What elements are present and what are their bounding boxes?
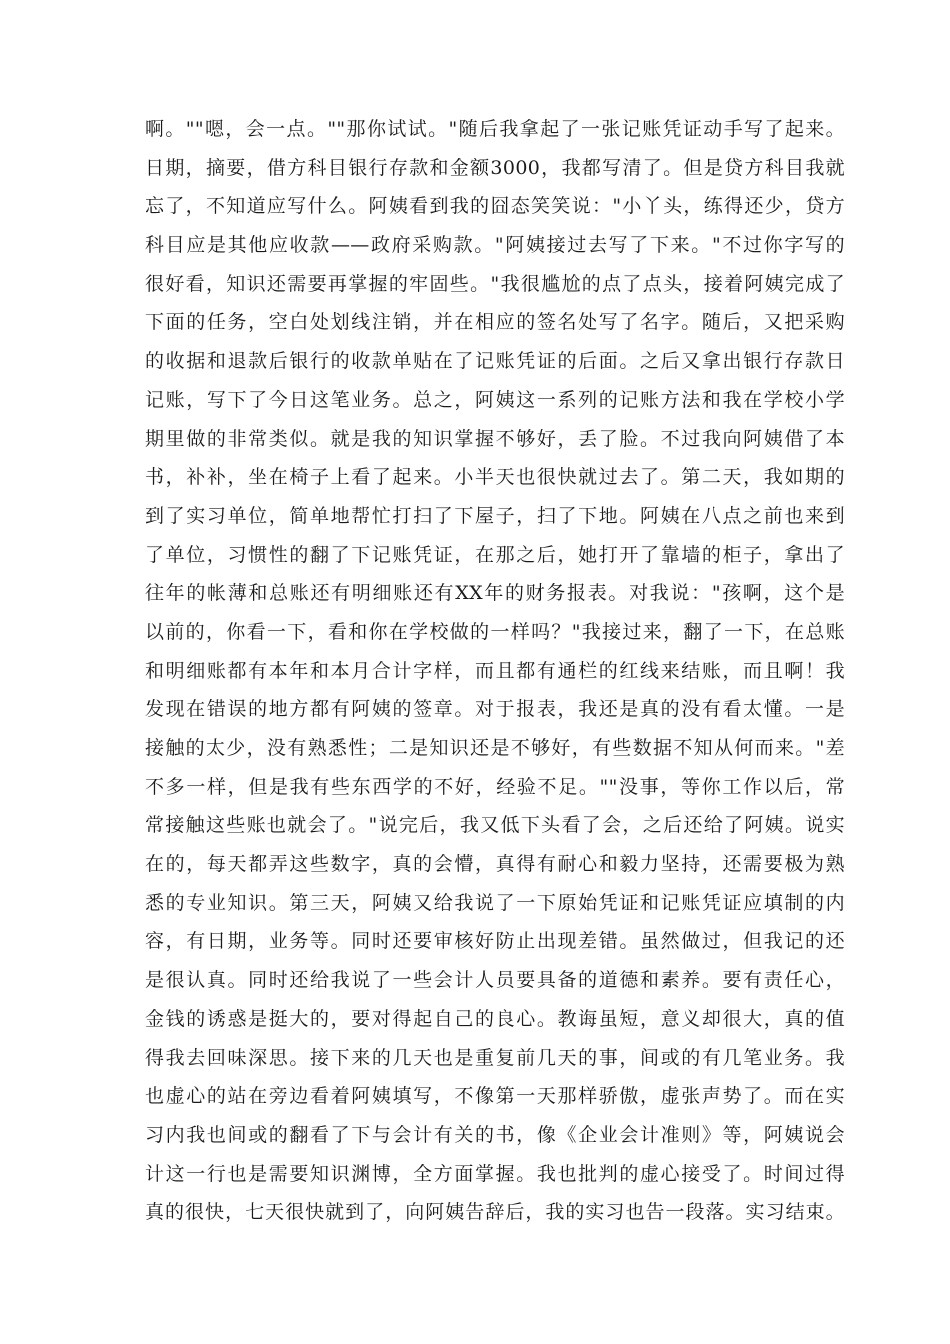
text-line: 的收据和退款后银行的收款单贴在了记账凭证的后面。之后又拿出银行存款日 xyxy=(145,350,845,373)
text-line: 以前的，你看一下，看和你在学校做的一样吗？"我接过来，翻了一下，在总账 xyxy=(145,620,845,643)
text-line: 也虚心的站在旁边看着阿姨填写，不像第一天那样骄傲，虚张声势了。而在实 xyxy=(145,1085,845,1108)
text-line: 悉的专业知识。第三天，阿姨又给我说了一下原始凭证和记账凭证应填制的内 xyxy=(145,891,845,914)
text-line: 忘了，不知道应写什么。阿姨看到我的囧态笑笑说："小丫头，练得还少，贷方 xyxy=(145,195,845,218)
text-line: 得我去回味深思。接下来的几天也是重复前几天的事，间或的有几笔业务。我 xyxy=(145,1046,845,1069)
text-line: 计这一行也是需要知识渊博，全方面掌握。我也批判的虚心接受了。时间过得 xyxy=(145,1162,845,1185)
text-line: 到了实习单位，简单地帮忙打扫了下屋子，扫了下地。阿姨在八点之前也来到 xyxy=(145,504,845,527)
text-line: 下面的任务，空白处划线注销，并在相应的签名处写了名字。随后，又把采购 xyxy=(145,311,845,334)
text-line: 记账，写下了今日这笔业务。总之，阿姨这一系列的记账方法和我在学校小学 xyxy=(145,388,845,411)
text-line: 期里做的非常类似。就是我的知识掌握不够好，丢了脸。不过我向阿姨借了本 xyxy=(145,427,845,450)
text-line: 发现在错误的地方都有阿姨的签章。对于报表，我还是真的没有看太懂。一是 xyxy=(145,698,845,721)
text-line: 啊。""嗯，会一点。""那你试试。"随后我拿起了一张记账凭证动手写了起来。 xyxy=(145,118,845,140)
text-line: 金钱的诱惑是挺大的，要对得起自己的良心。教诲虽短，意义却很大，真的值 xyxy=(145,1007,845,1030)
text-line: 接触的太少，没有熟悉性；二是知识还是不够好，有些数据不知从何而来。"差 xyxy=(145,737,845,759)
text-line: 真的很快，七天很快就到了，向阿姨告辞后，我的实习也告一段落。实习结束。 xyxy=(145,1201,845,1224)
text-line: 往年的帐薄和总账还有明细账还有XX年的财务报表。对我说："孩啊，这个是 xyxy=(145,582,845,605)
text-line: 常接触这些账也就会了。"说完后，我又低下头看了会，之后还给了阿姨。说实 xyxy=(145,814,845,837)
text-line: 日期，摘要，借方科目银行存款和金额3000，我都写清了。但是贷方科目我就 xyxy=(145,156,845,179)
text-line: 很好看，知识还需要再掌握的牢固些。"我很尴尬的点了点头，接着阿姨完成了 xyxy=(145,272,845,295)
text-line: 是很认真。同时还给我说了一些会计人员要具备的道德和素养。要有责任心， xyxy=(145,969,845,992)
text-line: 了单位，习惯性的翻了下记账凭证，在那之后，她打开了靠墙的柜子，拿出了 xyxy=(145,543,845,566)
text-line: 习内我也间或的翻看了下与会计有关的书，像《企业会计准则》等，阿姨说会 xyxy=(145,1123,845,1146)
body-text xyxy=(145,110,845,1232)
text-line: 和明细账都有本年和本月合计字样，而且都有通栏的红线来结账，而且啊！我 xyxy=(145,659,845,682)
text-line: 书，补补，坐在椅子上看了起来。小半天也很快就过去了。第二天，我如期的 xyxy=(145,466,845,489)
text-line: 不多一样，但是我有些东西学的不好，经验不足。""没事，等你工作以后，常 xyxy=(145,775,845,798)
text-line: 在的，每天都弄这些数字，真的会懵，真得有耐心和毅力坚持，还需要极为熟 xyxy=(145,853,845,876)
text-line: 科目应是其他应收款——政府采购款。"阿姨接过去写了下来。"不过你字写的 xyxy=(145,234,845,257)
text-line: 容，有日期，业务等。同时还要审核好防止出现差错。虽然做过，但我记的还 xyxy=(145,930,845,953)
